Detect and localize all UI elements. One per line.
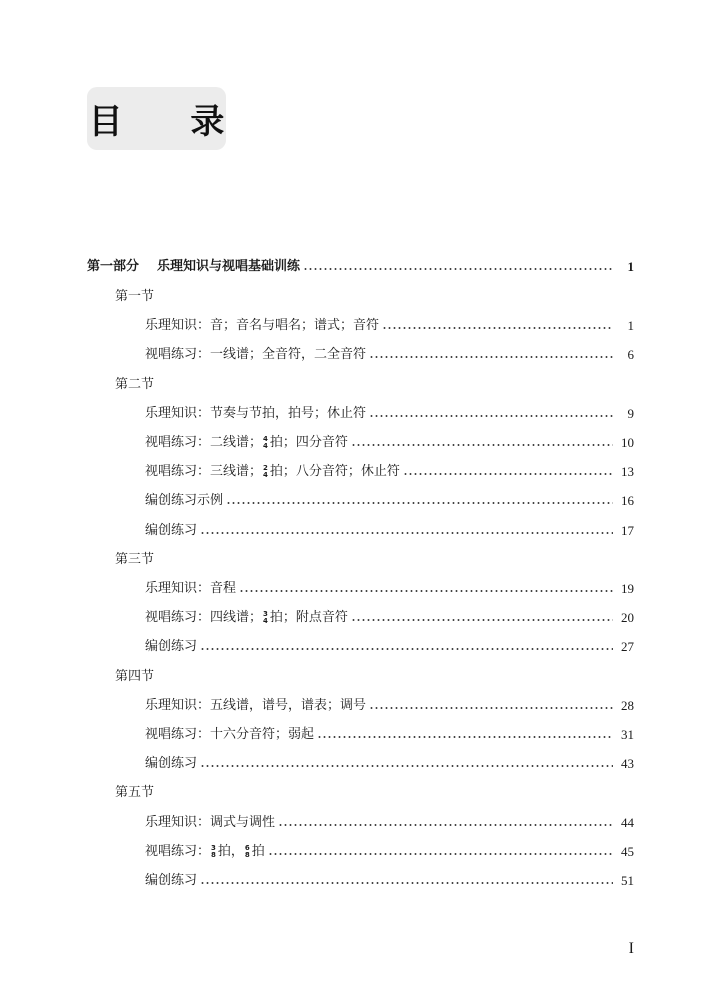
entry-title: 乐理知识：音；音名与唱名；谱式；音符 <box>145 318 380 334</box>
page-number: 13 <box>621 464 634 480</box>
page-number: 43 <box>621 756 634 772</box>
section-heading: 第五节 <box>115 785 155 801</box>
section-heading: 第三节 <box>115 551 155 567</box>
toc-entry[interactable] <box>145 724 634 746</box>
time-signature-denominator: 4 <box>263 442 268 450</box>
section-heading: 第四节 <box>115 668 155 684</box>
leader-dots <box>369 415 613 417</box>
entry-title: 视唱练习：二线谱； 4 4 拍；四分音符 <box>145 435 348 450</box>
time-signature-numerator: 4 <box>263 435 268 443</box>
time-signature <box>263 436 268 450</box>
page-number: 27 <box>621 639 634 655</box>
section-heading: 第一节 <box>115 289 155 304</box>
leader-dots <box>200 765 613 767</box>
page-number: 9 <box>627 405 634 421</box>
page-number: 10 <box>621 435 634 450</box>
entry-title: 视唱练习：一线谱；全音符，二全音符 <box>145 347 367 363</box>
leader-dots <box>200 648 613 650</box>
page-number: 17 <box>621 522 634 538</box>
leader-dots <box>317 736 613 738</box>
page-number: 51 <box>621 873 634 888</box>
entry-title: 乐理知识：五线谱，谱号，谱表；调号 <box>145 697 367 713</box>
time-signature-denominator: 8 <box>244 850 250 859</box>
leader-dots <box>369 707 613 709</box>
leader-dots <box>239 590 613 592</box>
toc-entry[interactable] <box>145 315 634 337</box>
toc-entry[interactable] <box>145 490 634 512</box>
page-number: 6 <box>627 347 634 363</box>
page-number: 20 <box>621 610 634 626</box>
leader-dots <box>351 619 613 621</box>
page-number: 31 <box>621 727 634 742</box>
toc-entry[interactable] <box>145 695 634 717</box>
toc-title-box <box>87 87 253 150</box>
time-signature-denominator: 4 <box>263 471 268 480</box>
toc-entry[interactable] <box>145 870 634 892</box>
entry-title: 编创练习 <box>145 873 198 888</box>
page-folio: I <box>628 940 634 957</box>
time-signature-numerator: 3 <box>211 843 216 852</box>
entry-title: 编创练习 <box>145 639 198 655</box>
page-number: 44 <box>621 814 634 830</box>
toc-title: 目 录 <box>88 102 253 142</box>
toc-entry[interactable] <box>145 432 634 454</box>
part-name: 乐理知识与视唱基础训练 <box>157 259 301 274</box>
time-signature-denominator: 8 <box>211 850 216 859</box>
entry-title: 乐理知识：音程 <box>145 581 237 596</box>
leader-dots <box>351 444 613 446</box>
section-heading: 第二节 <box>115 376 155 392</box>
toc-entry[interactable] <box>145 841 634 863</box>
time-signature <box>211 845 216 859</box>
page-number: 28 <box>621 697 634 713</box>
leader-dots <box>226 502 613 504</box>
entry-title: 编创练习示例 <box>145 493 224 509</box>
part-label: 第一部分 <box>87 259 140 274</box>
page-number: 1 <box>627 259 634 274</box>
page-number: 16 <box>621 493 634 509</box>
leader-dots <box>200 532 613 534</box>
time-signature <box>245 845 250 859</box>
entry-title: 视唱练习： 3 8 拍， 6 8 拍 <box>145 843 265 859</box>
toc-entry[interactable] <box>145 520 634 542</box>
time-signature-numerator: 2 <box>263 464 268 473</box>
toc-entry[interactable] <box>145 607 634 629</box>
leader-dots <box>268 853 613 855</box>
leader-dots <box>303 268 613 270</box>
toc-entry[interactable] <box>145 753 634 775</box>
page-number: 45 <box>621 843 634 859</box>
leader-dots <box>403 473 613 475</box>
entry-title: 视唱练习：三线谱； 2 4 拍；八分音符；休止符 <box>145 464 400 480</box>
page-number: 19 <box>621 581 634 596</box>
toc-entry[interactable] <box>145 403 634 425</box>
leader-dots <box>369 356 613 358</box>
leader-dots <box>382 327 613 329</box>
entry-title: 编创练习 <box>145 756 198 772</box>
time-signature <box>263 465 268 479</box>
time-signature <box>263 611 268 625</box>
toc-entry[interactable] <box>145 461 634 483</box>
entry-title: 视唱练习：四线谱； 3 4 拍；附点音符 <box>145 610 348 626</box>
entry-title: 视唱练习：十六分音符；弱起 <box>145 727 315 742</box>
toc-part-row[interactable] <box>87 256 634 278</box>
leader-dots <box>278 824 613 826</box>
leader-dots <box>200 882 613 884</box>
toc-entry[interactable] <box>145 636 634 658</box>
entry-title: 乐理知识：调式与调性 <box>145 814 276 830</box>
page-number: 1 <box>627 318 634 334</box>
time-signature-numerator: 6 <box>244 843 250 852</box>
toc-entry[interactable] <box>145 344 634 366</box>
time-signature-numerator: 3 <box>263 610 268 619</box>
time-signature-denominator: 4 <box>263 617 268 626</box>
entry-title: 编创练习 <box>145 522 198 538</box>
toc-entry[interactable] <box>145 812 634 834</box>
entry-title: 乐理知识：节奏与节拍，拍号；休止符 <box>145 405 367 421</box>
toc-entry[interactable] <box>145 578 634 600</box>
